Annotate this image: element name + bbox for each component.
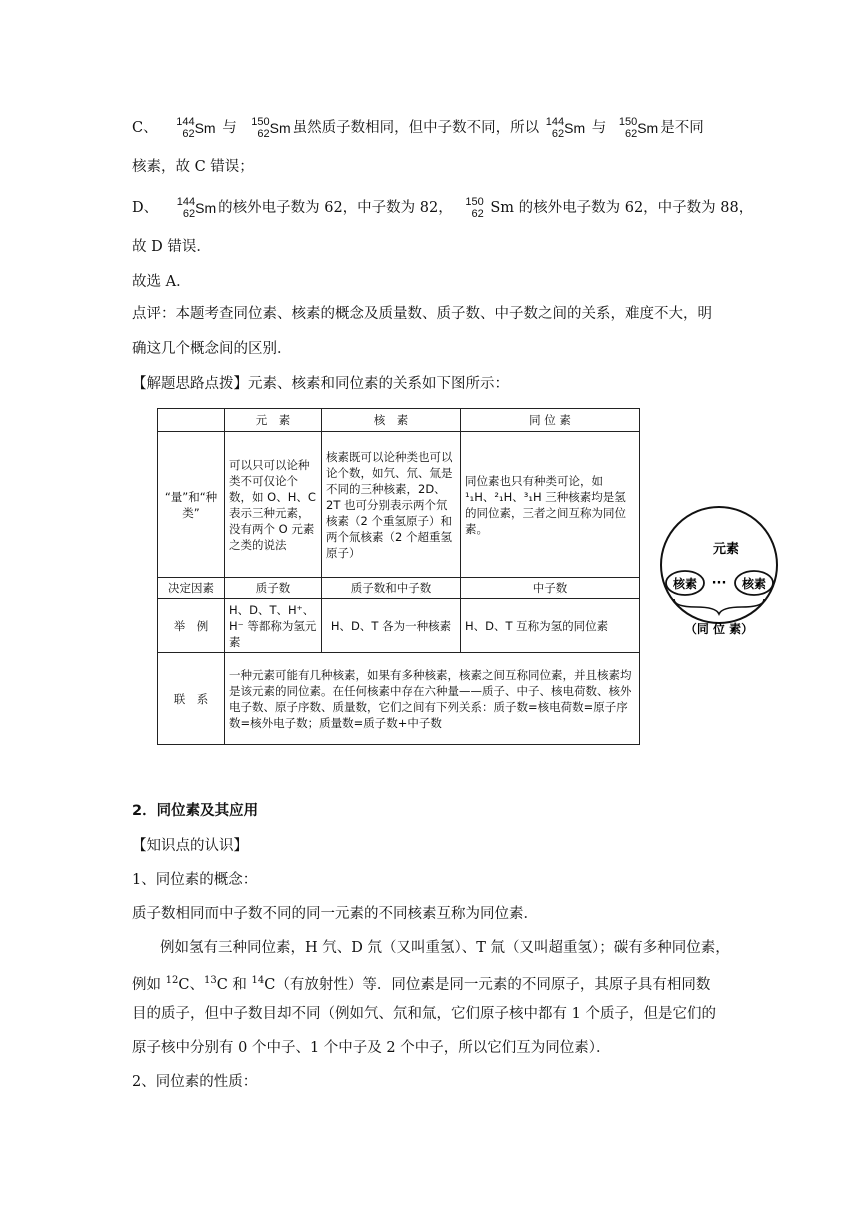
tip-line: 【解题思路点拨】元素、核素和同位素的关系如下图所示： <box>132 376 509 392</box>
element-nuclide-diagram <box>656 470 786 660</box>
section2-title: 2．同位素及其应用 <box>132 803 259 819</box>
isotope-sm150: 150 62 Sm <box>618 116 659 140</box>
text: Sm 的核外电子数为 62，中子数为 88， <box>490 200 754 216</box>
text: 与 <box>591 120 607 136</box>
table-cell: 质子数 <box>225 578 322 599</box>
text: C、 <box>178 976 204 993</box>
row-label: “量”和“种类” <box>158 432 225 578</box>
table-cell: H、D、T 互称为氢的同位素 <box>461 599 640 653</box>
option-c-line1 <box>132 116 704 140</box>
text: 与 <box>222 120 237 136</box>
para-line4: 原子核中分别有 0 个中子、1 个中子及 2 个中子，所以它们互为同位素）． <box>132 1040 611 1056</box>
table-cell: H、D、T、H⁺、H⁻ 等都称为氢元素 <box>225 599 322 653</box>
row-label: 联 系 <box>158 653 225 745</box>
table-header-cell: 核 素 <box>322 409 461 432</box>
knowledge-heading: 【知识点的认识】 <box>132 838 248 854</box>
mass-number: 14 <box>251 975 265 986</box>
text: C 和 <box>216 976 252 993</box>
mass-number: 12 <box>165 975 179 986</box>
table-cell: 中子数 <box>461 578 640 599</box>
subheading-properties: 2、同位素的性质： <box>132 1074 258 1090</box>
row-label: 举 例 <box>158 599 225 653</box>
isotope-sm144: 144 62 Sm <box>176 116 216 140</box>
diagram-bottom-label: （同 位 素） <box>684 622 754 636</box>
table-header-cell <box>158 409 225 432</box>
option-c-line2: 核素，故 C 错误； <box>132 159 254 175</box>
para-line2 <box>132 971 710 995</box>
table-cell: 一种元素可能有几种核素，如果有多种核素，核素之间互称同位素，并且核素均是该元素的同位素。在任何核素中存在六种量——质子、中子、核电荷数、核外电子数、原子序数、质量数，它们之间有下列关系：质子数=核电荷数=原子序数=核外电子数；质量数=质子数+中子数 <box>225 653 640 745</box>
table-cell: H、D、T 各为一种核素 <box>322 599 461 653</box>
comment-line1: 点评：本题考查同位素、核素的概念及质量数、质子数、中子数之间的关系，难度不大，明 <box>132 306 712 322</box>
comment-line2: 确这几个概念间的区别． <box>132 341 292 357</box>
text: 虽然质子数相同，但中子数不同，所以 <box>292 120 540 136</box>
table-row <box>158 653 640 745</box>
option-label: D、 <box>132 200 159 216</box>
table-row <box>158 578 640 599</box>
diagram-dots: ··· <box>711 576 727 591</box>
diagram-outer-label: 元素 <box>712 542 740 557</box>
table-cell: 同位素也只有种类可论，如 ¹₁H、²₁H、³₁H 三种核素均是氢的同位素，三者之间互称为同位素。 <box>461 432 640 578</box>
table-row <box>158 599 640 653</box>
table-cell: 核素既可以论种类也可以论个数，如氕、氘、氚是不同的三种核素，2D、2T 也可分别表示两个氘核素（2 个重氢原子）和两个氚核素（2 个超重氢原子） <box>322 432 461 578</box>
isotope-sm150: 150 62 <box>465 196 484 220</box>
option-d-line2: 故 D 错误． <box>132 239 211 255</box>
brace <box>674 599 764 614</box>
table-header-cell: 元 素 <box>225 409 322 432</box>
table-header-row <box>158 409 640 432</box>
row-label: 决定因素 <box>158 578 225 599</box>
text: 的核外电子数为 62，中子数为 82， <box>218 200 453 216</box>
definition-line: 质子数相同而中子数不同的同一元素的不同核素互称为同位素． <box>132 906 538 922</box>
outer-circle <box>661 507 777 623</box>
table-cell: 可以只可以论种类不可仅论个数，如 O、H、C 表示三种元素，没有两个 O 元素之类的说法 <box>225 432 322 578</box>
table-row <box>158 432 640 578</box>
option-d-line1 <box>132 196 753 220</box>
option-label: C、 <box>132 120 158 136</box>
text: 例如 <box>132 976 166 993</box>
diagram-right-label: 核素 <box>741 577 767 591</box>
isotope-sm150: 150 62 Sm <box>251 116 291 140</box>
isotope-sm144: 144 62 Sm <box>176 196 217 220</box>
para-line3: 目的质子，但中子数目却不同（例如氕、氘和氚，它们原子核中都有 1 个质子，但是它们的 <box>132 1006 716 1022</box>
table-cell: 质子数和中子数 <box>322 578 461 599</box>
table-header-cell: 同 位 素 <box>461 409 640 432</box>
subheading-concept: 1、同位素的概念： <box>132 872 258 888</box>
text: C（有放射性）等．同位素是同一元素的不同原子，其原子具有相同数 <box>264 976 711 993</box>
text: 是不同 <box>660 120 704 136</box>
mass-number: 13 <box>203 975 217 986</box>
diagram-left-label: 核素 <box>672 577 698 591</box>
relationship-table <box>157 408 640 745</box>
para-line1: 例如氢有三种同位素，H 氕、D 氘（又叫重氢）、T 氚（又叫超重氢）；碳有多种同位素， <box>160 940 730 956</box>
answer-line: 故选 A． <box>132 274 191 290</box>
isotope-sm144: 144 62 Sm <box>545 116 586 140</box>
